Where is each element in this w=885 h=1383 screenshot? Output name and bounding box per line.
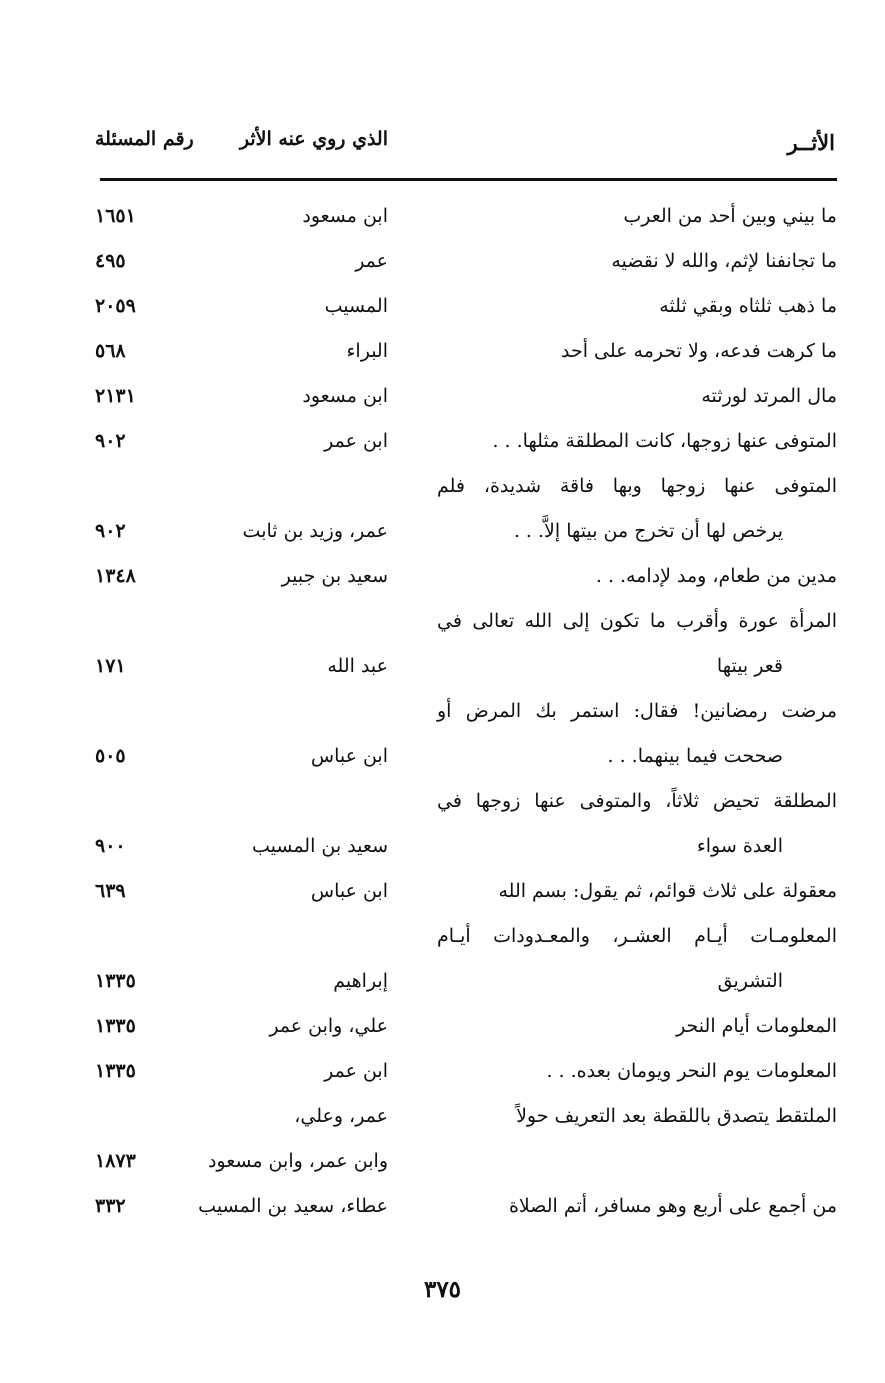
table-row	[0, 737, 885, 782]
athar-text: مال المرتد لورثته	[701, 385, 837, 407]
table-row	[0, 1007, 885, 1052]
issue-number: ١٣٣٥	[95, 970, 136, 992]
table-header	[95, 122, 840, 162]
table-row	[0, 332, 885, 377]
table-row	[0, 962, 885, 1007]
narrator-text: سعيد بن جبير	[281, 565, 388, 587]
table-row	[0, 647, 885, 692]
issue-number: ١٧١	[95, 655, 126, 677]
narrator-text: ابن عمر	[324, 430, 388, 452]
issue-number: ٩٠٠	[95, 835, 126, 857]
issue-number: ٢١٣١	[95, 385, 136, 407]
athar-text: صححت فيما بينهما. . .	[607, 745, 783, 767]
athar-text: المتوفى عنها زوجها وبها فاقة شديدة، فلم	[437, 475, 837, 497]
table-row	[0, 917, 885, 962]
issue-number: ١٣٣٥	[95, 1015, 136, 1037]
narrator-text: عمر	[355, 250, 388, 272]
narrator-text: البراء	[346, 340, 388, 362]
athar-text: مرضت رمضانين! فقال: استمر بك المرض أو	[437, 700, 837, 722]
header-issue-number: رقم المسئلة	[95, 128, 194, 150]
table-row	[0, 827, 885, 872]
athar-text: التشريق	[717, 970, 783, 992]
athar-text: ما تجانفنا لإثم، والله لا نقضيه	[611, 250, 837, 272]
narrator-text: ابن عمر	[324, 1060, 388, 1082]
issue-number: ١٣٣٥	[95, 1060, 136, 1082]
narrator-text: المسيب	[324, 295, 388, 317]
narrator-text: سعيد بن المسيب	[251, 835, 388, 857]
table-row	[0, 1142, 885, 1187]
table-row	[0, 287, 885, 332]
issue-number: ٩٠٢	[95, 430, 126, 452]
table-row	[0, 1097, 885, 1142]
narrator-text: ابن مسعود	[302, 385, 388, 407]
table-row	[0, 377, 885, 422]
athar-text: المتوفى عنها زوجها، كانت المطلقة مثلها. . .	[492, 430, 837, 452]
athar-text: مدين من طعام، ومد لإدامه. . .	[595, 565, 837, 587]
athar-text: المعلومات يوم النحر ويومان بعده. . .	[546, 1060, 837, 1082]
narrator-text: وابن عمر، وابن مسعود	[207, 1150, 388, 1172]
table-row	[0, 782, 885, 827]
athar-text: معقولة على ثلاث قوائم، ثم يقول: بسم الله	[498, 880, 837, 902]
table-row	[0, 692, 885, 737]
header-rule	[100, 178, 837, 181]
athar-text: قعر بيتها	[716, 655, 783, 677]
page-number: ٣٧٥	[423, 1276, 462, 1303]
issue-number: ٤٩٥	[95, 250, 126, 272]
athar-text: ما كرهت فدعه، ولا تحرمه على أحد	[561, 340, 837, 362]
athar-text: ما بيني وبين أحد من العرب	[623, 205, 837, 227]
issue-number: ٥٠٥	[95, 745, 126, 767]
narrator-text: ابن مسعود	[302, 205, 388, 227]
athar-text: من أجمع على أربع وهو مسافر، أتم الصلاة	[508, 1195, 837, 1217]
table-row	[0, 1052, 885, 1097]
issue-number: ٦٣٩	[95, 880, 126, 902]
issue-number: ١٣٤٨	[95, 565, 136, 587]
narrator-text: إبراهيم	[333, 970, 388, 992]
athar-text: الملتقط يتصدق باللقطة بعد التعريف حولاً	[516, 1105, 837, 1127]
athar-text: المطلقة تحيض ثلاثاً، والمتوفى عنها زوجها في	[437, 790, 837, 812]
issue-number: ١٨٧٣	[95, 1150, 136, 1172]
table-row	[0, 602, 885, 647]
athar-text: ما ذهب ثلثاه وبقي ثلثه	[659, 295, 837, 317]
athar-text: المعلومات أيام النحر	[676, 1015, 837, 1037]
index-table	[0, 197, 885, 1232]
table-row	[0, 242, 885, 287]
table-row	[0, 467, 885, 512]
table-row	[0, 557, 885, 602]
issue-number: ٣٣٢	[95, 1195, 126, 1217]
issue-number: ١٦٥١	[95, 205, 136, 227]
table-row	[0, 1187, 885, 1232]
narrator-text: عطاء، سعيد بن المسيب	[198, 1195, 388, 1217]
athar-text: المرأة عورة وأقرب ما تكون إلى الله تعالى في	[437, 610, 837, 632]
athar-text: يرخص لها أن تخرج من بيتها إلاَّ. . .	[513, 520, 783, 542]
narrator-text: ابن عباس	[310, 880, 388, 902]
issue-number: ٩٠٢	[95, 520, 126, 542]
athar-text: العدة سواء	[696, 835, 783, 857]
issue-number: ٥٦٨	[95, 340, 126, 362]
narrator-text: عمر، وعلي،	[294, 1105, 388, 1127]
table-row	[0, 422, 885, 467]
athar-text: المعلومـات أيـام العشـر، والمعـدودات أيـام	[437, 925, 837, 947]
table-row	[0, 512, 885, 557]
header-athar: الأثــر	[787, 130, 835, 155]
header-narrator: الذي روي عنه الأثر	[239, 128, 388, 150]
narrator-text: علي، وابن عمر	[269, 1015, 388, 1037]
narrator-text: ابن عباس	[310, 745, 388, 767]
table-row	[0, 872, 885, 917]
issue-number: ٢٠٥٩	[95, 295, 136, 317]
narrator-text: عمر، وزيد بن ثابت	[242, 520, 388, 542]
narrator-text: عبد الله	[327, 655, 388, 677]
table-row	[0, 197, 885, 242]
